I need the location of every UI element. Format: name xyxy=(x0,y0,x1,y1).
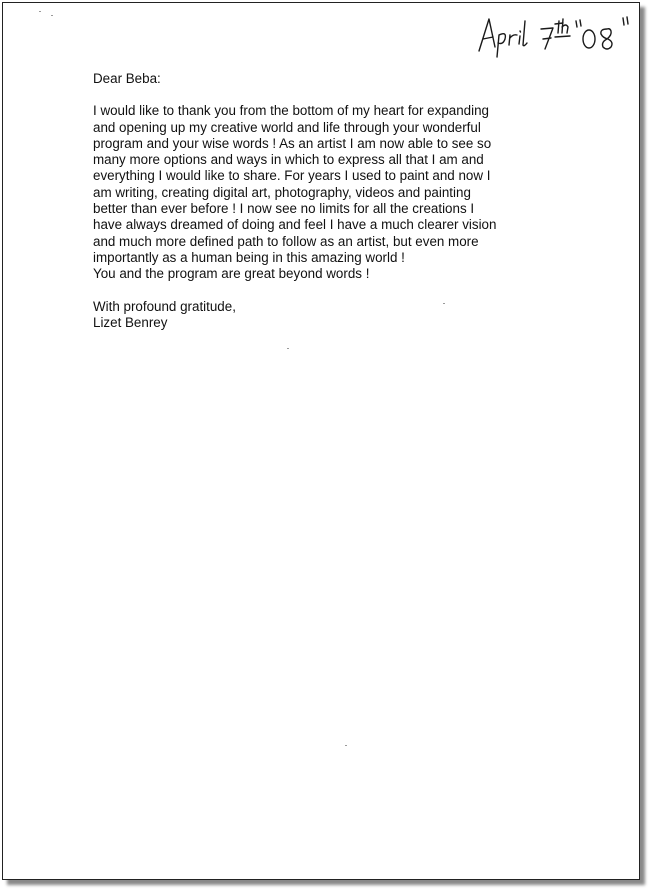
handwritten-date-drawing xyxy=(473,7,643,67)
scan-speck xyxy=(345,745,347,746)
salutation: Dear Beba: xyxy=(93,71,161,86)
scan-speck xyxy=(39,11,41,12)
scan-speck xyxy=(51,15,53,16)
body-line: am writing, creating digital art, photography, videos and painting xyxy=(93,184,471,200)
closing: With profound gratitude, xyxy=(93,298,236,314)
letter-page xyxy=(2,2,640,880)
body-line: importantly as a human being in this amazing world ! xyxy=(93,249,405,265)
scan-speck xyxy=(287,348,289,349)
body-line: program and your wise words ! As an artist I am now able to see so xyxy=(93,135,492,151)
body-line: many more options and ways in which to express all that I am and xyxy=(93,152,484,168)
letter-body xyxy=(93,71,543,331)
body-line: You and the program are great beyond words ! xyxy=(93,266,370,282)
body-line: everything I would like to share. For years I used to paint and now I xyxy=(93,168,491,184)
body-line: have always dreamed of doing and feel I have a much clearer vision xyxy=(93,217,497,233)
body-line: and opening up my creative world and life through your wonderful xyxy=(93,119,481,135)
body-line: I would like to thank you from the bottom of my heart for expanding xyxy=(93,103,489,119)
body-line: better than ever before ! I now see no limits for all the creations I xyxy=(93,201,475,217)
letter-paragraph xyxy=(93,103,543,282)
handwritten-date xyxy=(473,7,643,67)
scan-speck xyxy=(443,303,445,304)
signature-name: Lizet Benrey xyxy=(93,314,168,330)
body-line: and much more defined path to follow as an artist, but even more xyxy=(93,233,479,249)
